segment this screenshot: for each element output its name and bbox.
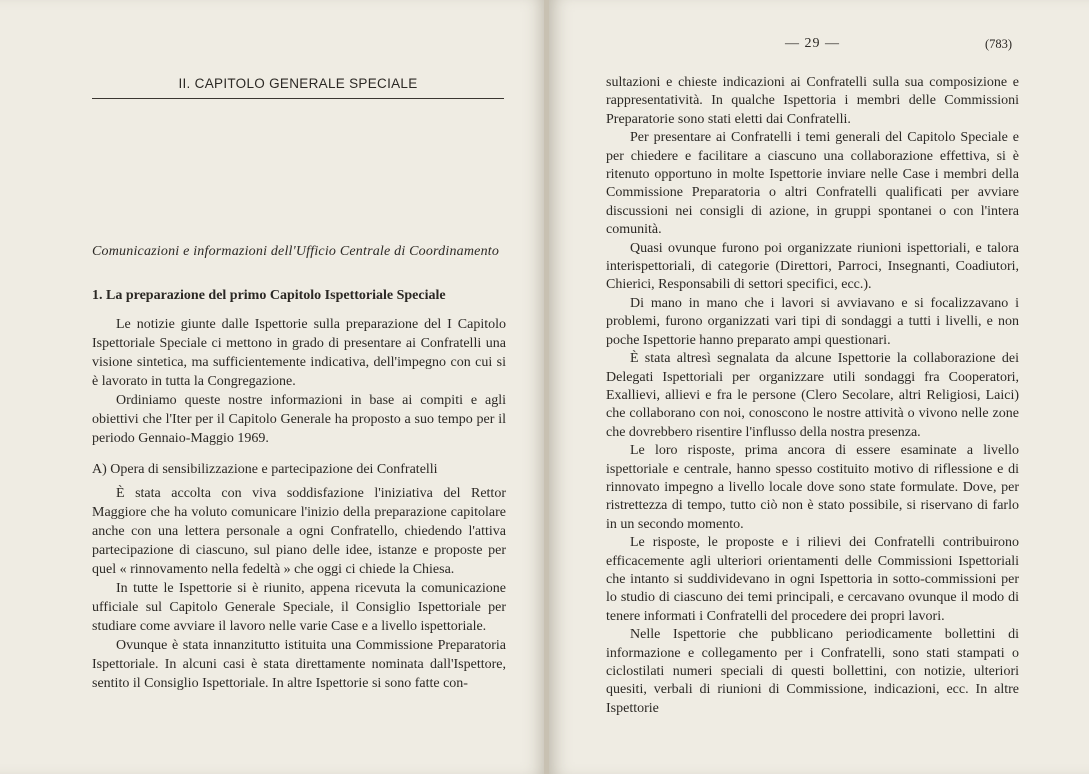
right-page-body bbox=[606, 74, 1019, 718]
paragraph: Le notizie giunte dalle Ispettorie sulla preparazione del I Capitolo Ispettoriale Speciale ci mettono in grado di presentare ai Confratelli una visione sintetica, ma sufficientemente indicativa, dell'impegno con cui si è lavorato in tutta la Congregazione. bbox=[92, 317, 506, 389]
page-reference: (783) bbox=[985, 37, 1013, 51]
paragraph: Nelle Ispettorie che pubblicano periodicamente bollettini di informazione e collegamento per i Confratelli, sono stati stampati o ciclostilati numeri speciali di questi bollettini, con notizie, ulteriori quesiti, verbali di riunioni di Commissione, indicazioni, ecc. In altre Ispettorie bbox=[606, 627, 1019, 716]
paragraph: Le risposte, le proposte e i rilievi dei Confratelli contribuirono efficacemente agli ulteriori orientamenti delle Commissioni Ispettoriali che intanto si suddividevano in ogni Ispettoria in sotto-commissioni per lo studio di ciascuno dei temi principali, e cercavano ovunque il modo di tenere informati i Confratelli del procedere dei propri lavori. bbox=[606, 535, 1019, 624]
chapter-rule bbox=[92, 98, 504, 99]
paragraph: Le loro risposte, prima ancora di essere esaminate a livello ispettoriale e centrale, hanno spesso costituito motivo di riflessione e di rinnovato impegno a livello locale dove sono state formulate. Dove, per ristrettezza di tempo, tutto ciò non è stato possibile, si riservano di farlo in un secondo momento. bbox=[606, 443, 1019, 532]
page-number: — 29 — bbox=[785, 36, 840, 51]
paragraph: Per presentare ai Confratelli i temi generali del Capitolo Speciale e per chiedere e facilitare a ciascuno una collaborazione effettiva, si è ritenuto opportuno in molte Ispettorie inviare nelle Case i membri della Commissione Preparatoria o altri Confratelli qualificati per avviare discussioni nei consigli di azione, in gruppi spontanei o con l'intera comunità. bbox=[606, 130, 1019, 238]
subsection-heading: 1. La preparazione del primo Capitolo Ispettoriale Speciale bbox=[92, 288, 446, 303]
chapter-title: II. CAPITOLO GENERALE SPECIALE bbox=[178, 76, 418, 91]
section-heading: Comunicazioni e informazioni dell'Ufficio Centrale di Coordinamento bbox=[92, 244, 500, 259]
sub-a-heading: A) Opera di sensibilizzazione e partecipazione dei Confratelli bbox=[92, 462, 438, 477]
section-1-body bbox=[92, 315, 506, 448]
paragraph: Di mano in mano che i lavori si avviavano e si focalizzavano i problemi, furono organizzati vari tipi di sondaggi a tutti i livelli, e non poche Ispettorie hanno preparato ampi questionari. bbox=[606, 295, 1019, 348]
right-page bbox=[549, 0, 1089, 774]
paragraph: sultazioni e chieste indicazioni ai Confratelli sulla sua composizione e rappresentatività. In qualche Ispettoria i membri delle Commissioni Preparatorie sono stati eletti dai Confratelli. bbox=[606, 75, 1019, 127]
paragraph: Ordiniamo queste nostre informazioni in base ai compiti e agli obiettivi che l'Iter per il Capitolo Generale ha proposto a suo tempo per il periodo Gennaio-Maggio 1969. bbox=[92, 393, 506, 446]
paragraph: In tutte le Ispettorie si è riunito, appena ricevuta la comunicazione ufficiale sul Capitolo Generale Speciale, il Consiglio Ispettoriale per studiare come avviare il lavoro nelle varie Case e a livello ispettoriale. bbox=[92, 581, 506, 634]
paragraph: È stata accolta con viva soddisfazione l'iniziativa del Rettor Maggiore che ha voluto comunicare l'inizio della preparazione capitolare anche con una lettera personale a ogni Confratello, chiedendo l'attiva partecipazione di ciascuno, sul piano delle idee, istanze e proposte per quel « rinnovamento nella fedeltà » che oggi ci chiede la Chiesa. bbox=[92, 486, 506, 577]
paragraph: Quasi ovunque furono poi organizzate riunioni ispettoriali, e talora interispettoriali, di categorie (Direttori, Parroci, Insegnanti, Coadiutori, Chierici, Responsabili di settori specifici, ecc.). bbox=[606, 240, 1019, 293]
paragraph: È stata altresì segnalata da alcune Ispettorie la collaborazione dei Delegati Ispettoriali per organizzare utili sondaggi fra Cooperatori, Exallievi, allievi e fra le persone (Clero Secolare, altri Religiosi, Laici) che collaborano con noi, conoscono le nostre attività o vivono nelle zone che dovrebbero risentire l'influsso della nostra presenza. bbox=[606, 351, 1019, 440]
sub-a-body bbox=[92, 484, 506, 693]
paragraph: Ovunque è stata innanzitutto istituita una Commissione Preparatoria Ispettoriale. In alcuni casi è stata direttamente nominata dall'Ispettore, sentito il Consiglio Ispettoriale. In altre Ispettorie si sono fatte con- bbox=[92, 638, 506, 691]
